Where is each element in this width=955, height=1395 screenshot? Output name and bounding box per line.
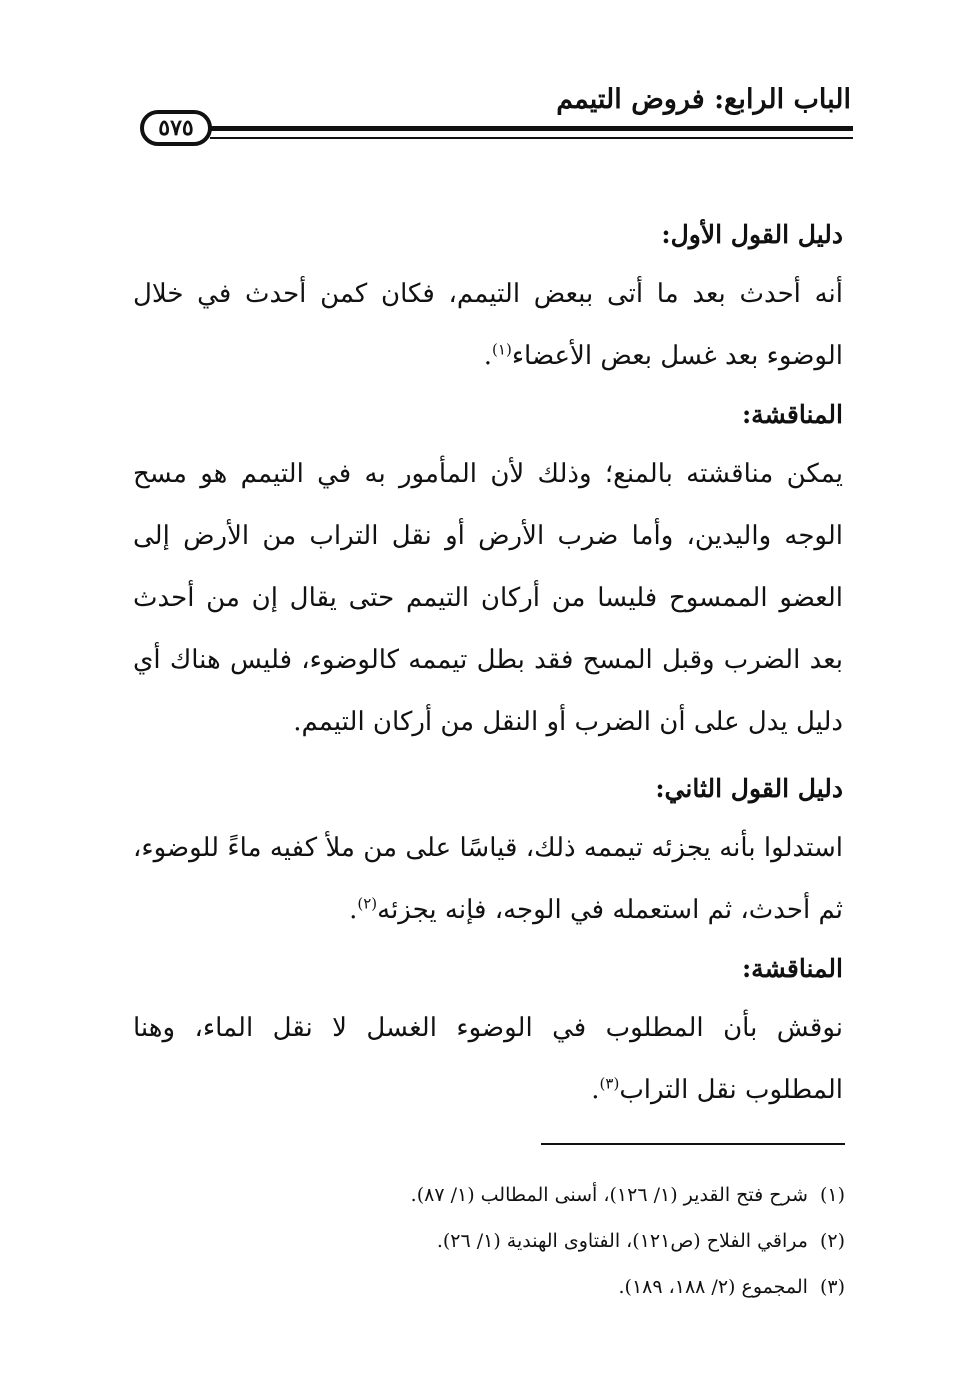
header-rule-thick — [210, 126, 853, 131]
chapter-label: الباب الرابع: — [714, 84, 851, 115]
paragraph-end: . — [483, 341, 493, 371]
section-heading-discussion-2: المناقشة: — [741, 954, 843, 983]
footnote-ref-3: (٣) — [599, 1074, 620, 1093]
footnote-number: (٣) — [819, 1276, 845, 1298]
paragraph-second-evidence — [133, 817, 843, 941]
footnote-text: شرح فتح القدير (١/ ١٢٦)، أسنى المطالب (١/ ٨٧). — [410, 1184, 808, 1206]
paragraph-end: . — [349, 895, 358, 925]
paragraph-text: استدلوا بأنه يجزئه تيممه ذلك، قياسًا على من ملأ كفيه ماءً للوضوء، ثم أحدث، ثم استعمله في الوجه، فإنه يجزئه — [133, 833, 843, 925]
footnote-number: (٢) — [819, 1230, 845, 1252]
section-heading-second-opinion-evidence: دليل القول الثاني: — [655, 774, 843, 803]
paragraph-discussion-1: يمكن مناقشته بالمنع؛ وذلك لأن المأمور به في التيمم هو مسح الوجه واليدين، وأما ضرب الأرض أو نقل التراب من الأرض إلى العضو الممسوح فليسا من أركان التيمم حتى يقال إن من أحدث بعد الضرب وقبل المسح فقد بطل تيممه كالوضوء، فليس هناك أي دليل يدل على أن الضرب أو النقل من أركان التيمم. — [133, 459, 843, 737]
paragraph-text: نوقش بأن المطلوب في الوضوء الغسل لا نقل الماء، وهنا المطلوب نقل التراب — [133, 1013, 843, 1105]
footnote-text: مراقي الفلاح (ص١٢١)، الفتاوى الهندية (١/ ٢٦). — [436, 1230, 808, 1252]
section-heading-first-opinion-evidence: دليل القول الأول: — [661, 220, 843, 249]
section-heading-discussion-1: المناقشة: — [741, 400, 843, 429]
footnote-1 — [200, 1172, 845, 1218]
footnote-number: (١) — [819, 1184, 845, 1206]
paragraph-discussion-2 — [133, 997, 843, 1121]
footnote-ref-2: (٢) — [357, 894, 378, 913]
main-text — [133, 207, 843, 1121]
footnote-2 — [200, 1218, 845, 1264]
paragraph-text: أنه أحدث بعد ما أتى ببعض التيمم، فكان كمن أحدث في خلال الوضوء بعد غسل بعض الأعضاء — [133, 279, 843, 371]
footnote-3 — [200, 1264, 845, 1310]
header-rule-thin — [210, 137, 853, 139]
footnote-separator — [541, 1143, 845, 1145]
paragraph-first-evidence — [133, 263, 843, 387]
running-header — [556, 84, 851, 115]
page-number: ٥٧٥ — [158, 115, 194, 141]
footnote-text: المجموع (٢/ ١٨٨، ١٨٩). — [618, 1276, 808, 1298]
paragraph-end: . — [591, 1075, 600, 1105]
footnote-ref-1: (١) — [492, 340, 512, 359]
chapter-title: فروض التيمم — [556, 84, 705, 115]
page-number-badge — [140, 110, 212, 146]
footnotes — [200, 1172, 845, 1310]
